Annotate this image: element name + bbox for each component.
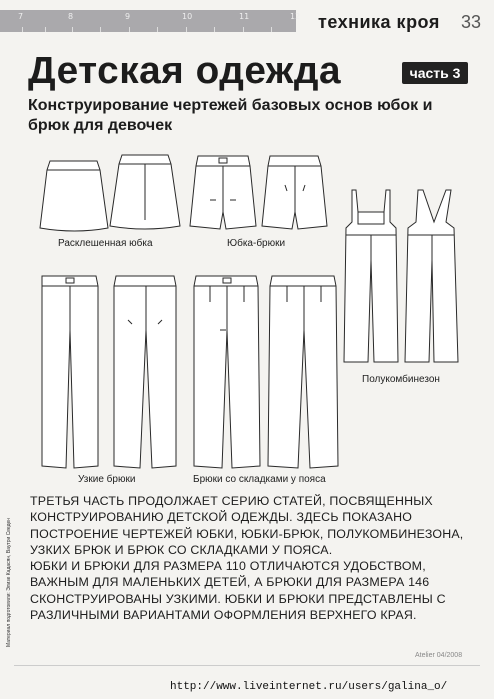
caption-overalls: Полукомбинезон: [362, 374, 440, 385]
page-title: Детская одежда: [28, 50, 342, 92]
part-badge: часть 3: [402, 62, 468, 84]
page-number: 33: [461, 12, 482, 32]
issue-label: Atelier 04/2008: [415, 652, 463, 659]
ruler-number: 11: [239, 12, 250, 21]
caption-pleated-trousers: Брюки со складками у пояса: [193, 474, 326, 485]
overalls-back-sketch: [405, 190, 458, 362]
ruler-number: 7: [18, 12, 24, 21]
pleated-trousers-front-sketch: [194, 276, 260, 468]
body-paragraph: ЮБКИ И БРЮКИ ДЛЯ РАЗМЕРА 110 ОТЛИЧАЮТСЯ УДОБСТВОМ, ВАЖНЫМ ДЛЯ МАЛЕНЬКИХ ДЕТЕЙ, А БРЮКИ ДЛЯ РАЗМЕРА 146 СКОНСТРУИРОВАНЫ УЗКИМИ. ЮБКИ И БРЮКИ ПРЕДСТАВЛЕНЫ С РАЗЛИЧНЫМИ ВАРИАНТАМИ ОФОРМЛЕНИЯ ВЕРХНЕГО КРАЯ.: [30, 559, 446, 623]
flared-skirt-back-sketch: [110, 155, 180, 229]
article-body: [30, 493, 470, 623]
caption-narrow-trousers: Узкие брюки: [78, 474, 136, 485]
body-paragraph: ТРЕТЬЯ ЧАСТЬ ПРОДОЛЖАЕТ СЕРИЮ СТАТЕЙ, ПОСВЯЩЕННЫХ КОНСТРУИРОВАНИЮ ДЕТСКОЙ ОДЕЖДЫ. ЗДЕСЬ ПОКАЗАНО ПОСТРОЕНИЕ ЧЕРТЕЖЕЙ ЮБКИ, ЮБКИ-БРЮК, ПОЛУКОМБИНЕЗОНА, УЗКИХ БРЮК И БРЮК СО СКЛАДКАМИ У ПОЯСА.: [30, 494, 464, 557]
source-url[interactable]: http://www.liveinternet.ru/users/galina_o/: [170, 681, 448, 693]
flared-skirt-front-sketch: [40, 161, 108, 231]
pleated-trousers-back-sketch: [268, 276, 338, 468]
side-credit: [1, 470, 13, 650]
caption-flared-skirt: Расклешенная юбка: [58, 238, 153, 249]
ruler-number: 8: [68, 12, 74, 21]
overalls-front-sketch: [344, 190, 398, 362]
subtitle: Конструирование чертежей базовых основ юбок и брюк для девочек: [28, 97, 433, 134]
skort-front-sketch: [190, 156, 256, 229]
footer-divider: [14, 665, 480, 666]
caption-skort: Юбка-брюки: [227, 238, 286, 249]
narrow-trousers-front-sketch: [42, 276, 98, 468]
ruler-number: 10: [182, 12, 193, 21]
narrow-trousers-back-sketch: [114, 276, 176, 468]
ruler-number: 12: [290, 12, 301, 21]
section-title: техника кроя: [318, 12, 440, 32]
ruler-number: 9: [125, 12, 131, 21]
skort-back-sketch: [262, 156, 327, 229]
side-credit-text: Материал подготовили: Элизе Кадасян, Ваутри Сведен: [6, 517, 12, 647]
